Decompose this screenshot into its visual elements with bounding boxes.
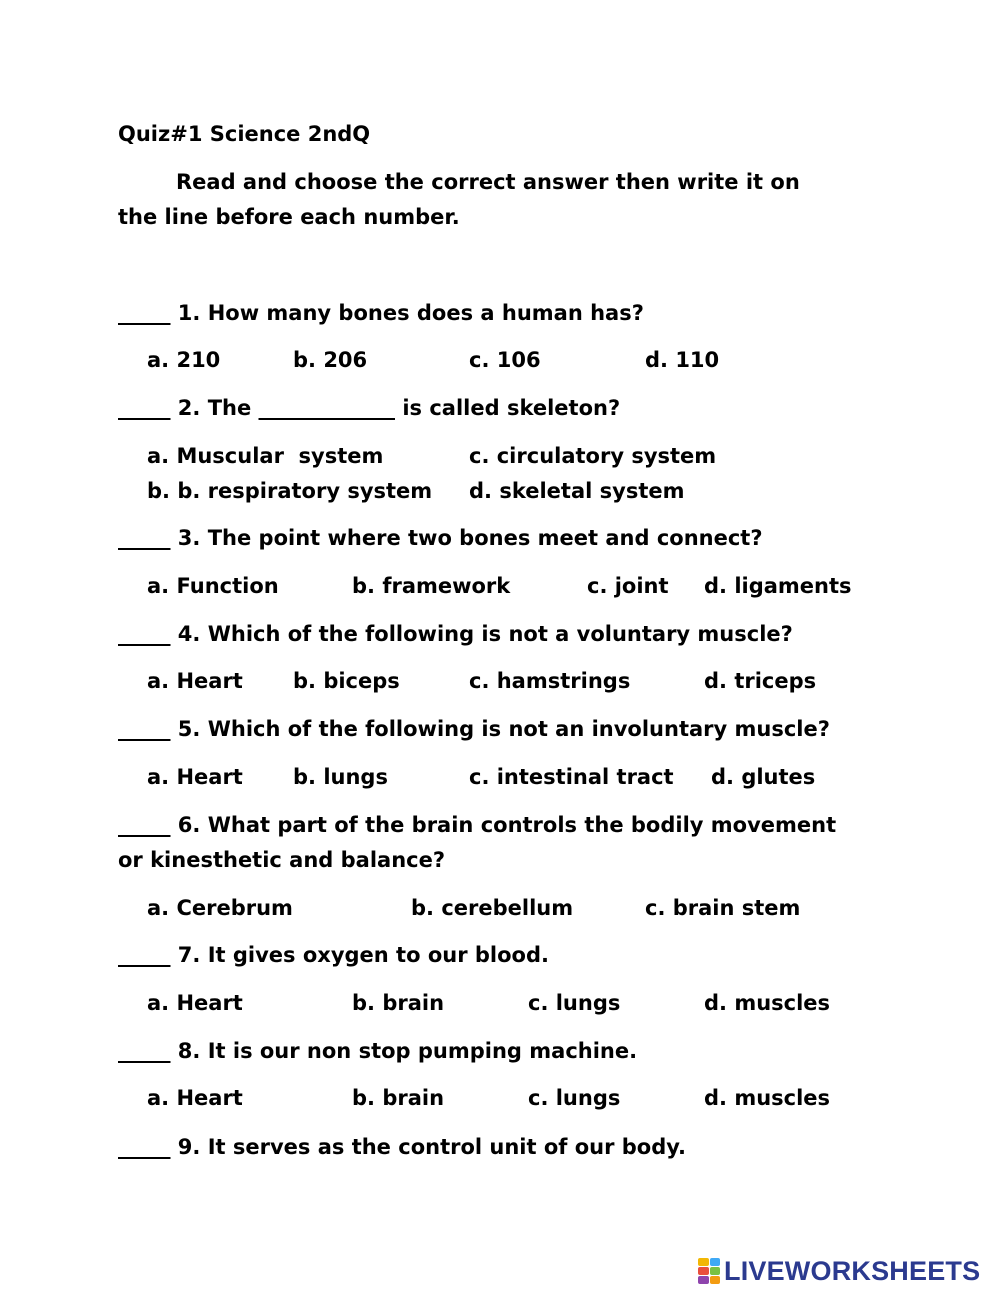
q3-option-d: d. ligaments [704,574,852,598]
question-6-line-2: or kinesthetic and balance? [118,848,446,872]
logo-block-6 [710,1276,721,1284]
q2-option-c: c. circulatory system [469,444,717,468]
q7-option-c: c. lungs [528,991,621,1015]
logo-block-5 [698,1276,709,1284]
instructions-line-2: the line before each number. [118,205,460,229]
q1-option-c: c. 106 [469,348,541,372]
logo-text: LIVEWORKSHEETS [724,1255,981,1286]
logo-block-4 [710,1267,721,1275]
logo-block-1 [698,1258,709,1266]
instructions-line-1: Read and choose the correct answer then write it on [176,170,800,194]
question-3: _____ 3. The point where two bones meet and connect? [118,526,763,550]
question-4: _____ 4. Which of the following is not a voluntary muscle? [118,622,793,646]
q3-option-a: a. Function [147,574,279,598]
q4-option-c: c. hamstrings [469,669,631,693]
q8-option-b: b. brain [352,1086,445,1110]
q2-option-d: d. skeletal system [469,479,685,503]
q3-option-b: b. framework [352,574,511,598]
liveworksheets-logo[interactable] [698,1256,980,1286]
q4-option-a: a. Heart [147,669,243,693]
q4-option-d: d. triceps [704,669,817,693]
q2-option-a: a. Muscular system [147,444,384,468]
q1-option-a: a. 210 [147,348,221,372]
logo-block-2 [710,1258,721,1266]
logo-block-3 [698,1267,709,1275]
q6-option-b: b. cerebellum [411,896,574,920]
question-8: _____ 8. It is our non stop pumping machine. [118,1039,638,1063]
q8-option-c: c. lungs [528,1086,621,1110]
q7-option-d: d. muscles [704,991,831,1015]
q5-option-a: a. Heart [147,765,243,789]
q4-option-b: b. biceps [293,669,400,693]
question-2: _____ 2. The _____________ is called skeleton? [118,396,621,420]
q6-option-c: c. brain stem [645,896,801,920]
question-5: _____ 5. Which of the following is not an involuntary muscle? [118,717,830,741]
question-9: _____ 9. It serves as the control unit of our body. [118,1135,686,1159]
q5-option-c: c. intestinal tract [469,765,674,789]
q3-option-c: c. joint [587,574,669,598]
quiz-title: Quiz#1 Science 2ndQ [118,122,371,146]
q7-option-a: a. Heart [147,991,243,1015]
q8-option-a: a. Heart [147,1086,243,1110]
q6-option-a: a. Cerebrum [147,896,293,920]
question-6: _____ 6. What part of the brain controls the bodily movement [118,813,837,837]
q1-option-d: d. 110 [645,348,720,372]
q1-option-b: b. 206 [293,348,368,372]
q7-option-b: b. brain [352,991,445,1015]
q5-option-b: b. lungs [293,765,388,789]
q8-option-d: d. muscles [704,1086,831,1110]
liveworksheets-logo-icon [698,1258,720,1284]
question-1: _____ 1. How many bones does a human has? [118,301,644,325]
q2-option-b: b. b. respiratory system [147,479,433,503]
q5-option-d: d. glutes [711,765,816,789]
question-7: _____ 7. It gives oxygen to our blood. [118,943,549,967]
